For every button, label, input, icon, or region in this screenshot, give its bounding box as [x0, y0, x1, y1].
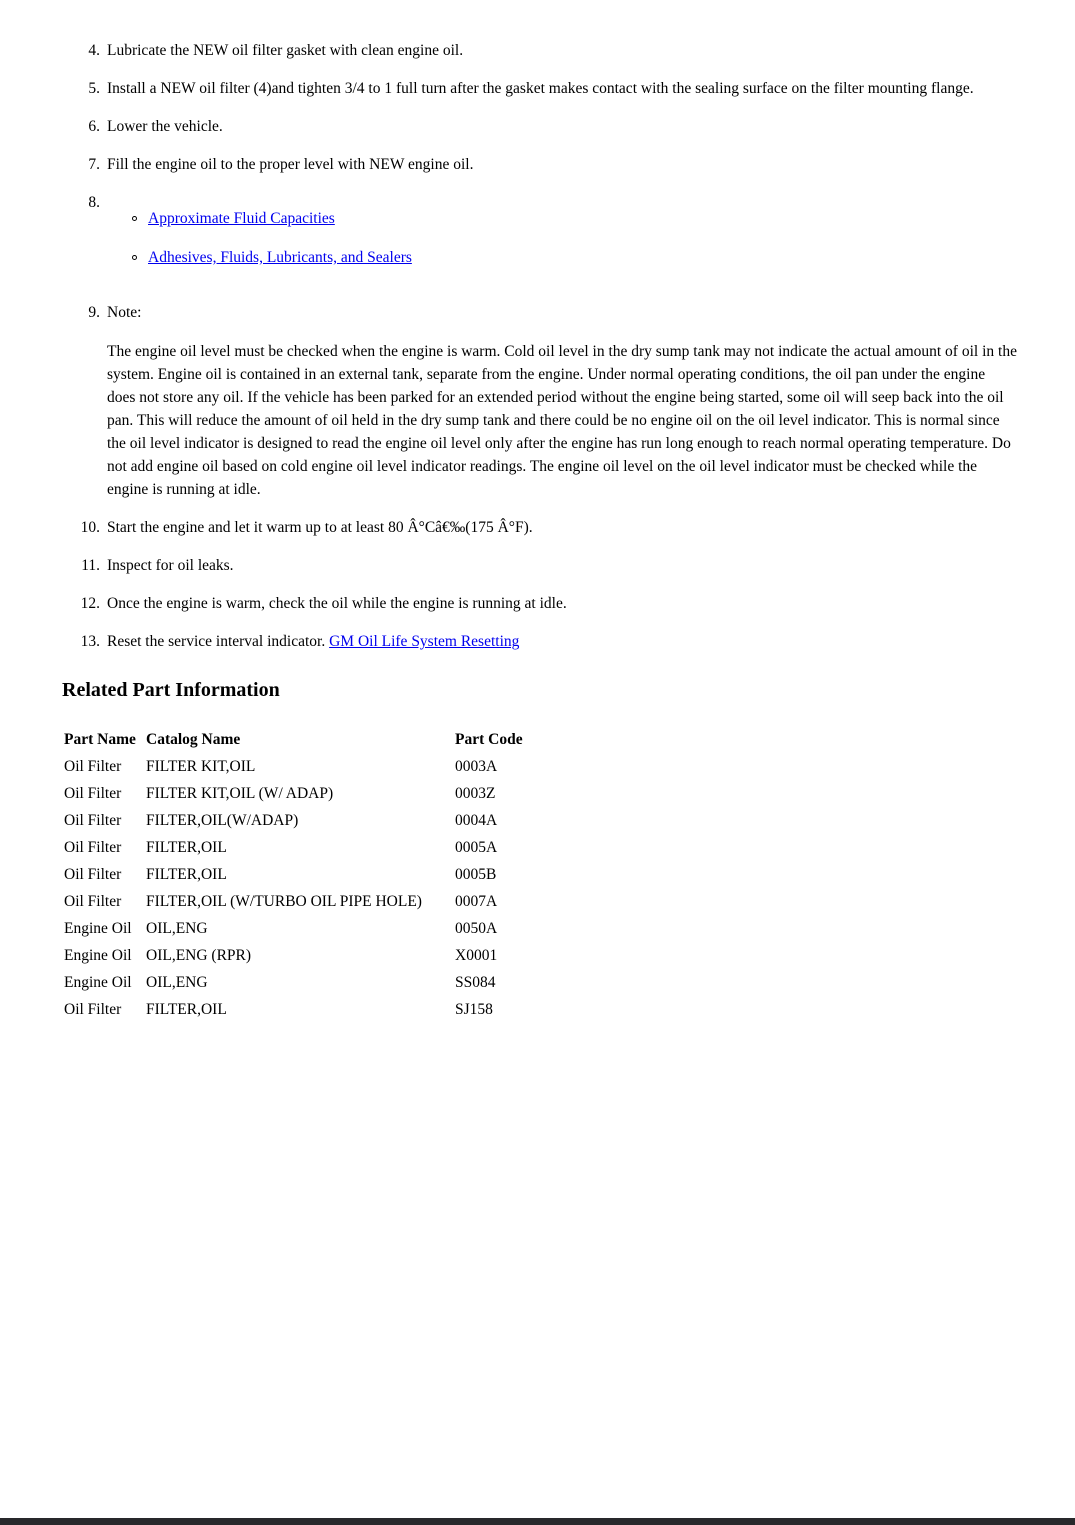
part-code-cell: 0004A — [455, 811, 498, 829]
step-text: Fill the engine oil to the proper level with NEW engine oil. — [107, 156, 474, 173]
part-code-cell: 0003A — [455, 757, 498, 775]
reference-link-list — [132, 208, 1055, 269]
part-name-cell: Oil Filter — [64, 1000, 122, 1018]
step-number: 4. — [88, 42, 100, 59]
catalog-name-cell: FILTER,OIL — [146, 838, 227, 856]
list-item — [132, 247, 1055, 269]
step-number: 12. — [80, 595, 100, 612]
part-code-cell: 0050A — [455, 919, 498, 937]
catalog-name-cell: FILTER KIT,OIL — [146, 757, 256, 775]
part-name-cell: Oil Filter — [64, 811, 122, 829]
circle-bullet-icon — [132, 255, 137, 260]
step-text: Lower the vehicle. — [107, 118, 223, 135]
step-number: 11. — [81, 557, 100, 574]
table-row — [64, 996, 615, 1023]
catalog-name-column-header: Catalog Name — [146, 730, 241, 748]
step-content — [107, 631, 1055, 653]
step-8 — [62, 192, 1055, 286]
part-name-cell: Oil Filter — [64, 784, 122, 802]
step-number: 13. — [80, 633, 100, 650]
step-5 — [62, 78, 1055, 100]
bottom-edge-bar — [0, 1518, 1075, 1525]
step-text: Lubricate the NEW oil filter gasket with clean engine oil. — [107, 42, 464, 59]
table-row — [64, 753, 615, 780]
part-code-cell: 0003Z — [455, 784, 496, 802]
table-row — [64, 780, 615, 807]
table-row — [64, 942, 615, 969]
step-12 — [62, 593, 1055, 615]
table-header-row — [64, 726, 615, 753]
list-item — [132, 208, 1055, 230]
step-number: 8. — [88, 194, 100, 211]
catalog-name-cell: FILTER,OIL(W/ADAP) — [146, 811, 299, 829]
step-content — [107, 302, 1055, 501]
catalog-name-cell: FILTER,OIL (W/TURBO OIL PIPE HOLE) — [146, 892, 422, 910]
approximate-fluid-capacities-link[interactable]: Approximate Fluid Capacities — [148, 210, 335, 227]
table-row — [64, 969, 615, 996]
part-name-cell: Engine Oil — [64, 946, 132, 964]
catalog-name-cell: FILTER KIT,OIL (W/ ADAP) — [146, 784, 334, 802]
step-7 — [62, 154, 1055, 176]
catalog-name-cell: OIL,ENG (RPR) — [146, 946, 252, 964]
part-name-cell: Oil Filter — [64, 757, 122, 775]
part-name-cell: Engine Oil — [64, 919, 132, 937]
step-number: 9. — [88, 304, 100, 321]
part-code-cell: SS084 — [455, 973, 496, 991]
procedure-step-list — [62, 40, 1055, 653]
catalog-name-cell: OIL,ENG — [146, 973, 208, 991]
table-row — [64, 888, 615, 915]
step-number: 6. — [88, 118, 100, 135]
part-code-cell: 0005B — [455, 865, 497, 883]
step-text: Start the engine and let it warm up to at least 80 Â°Câ€‰(175 Â°F). — [107, 519, 533, 536]
step-10 — [62, 517, 1055, 539]
part-code-cell: X0001 — [455, 946, 498, 964]
table-row — [64, 807, 615, 834]
related-parts-table — [64, 726, 615, 1023]
step-9 — [62, 302, 1055, 501]
step-content — [107, 192, 1055, 286]
table-row — [64, 915, 615, 942]
part-code-cell: SJ158 — [455, 1000, 493, 1018]
related-part-information-heading: Related Part Information — [62, 679, 280, 701]
step-number: 5. — [88, 80, 100, 97]
step-11 — [62, 555, 1055, 577]
step-6 — [62, 116, 1055, 138]
part-code-cell: 0007A — [455, 892, 498, 910]
step-text: Reset the service interval indicator. — [107, 633, 326, 650]
step-number: 10. — [80, 519, 100, 536]
catalog-name-cell: FILTER,OIL — [146, 865, 227, 883]
part-code-column-header: Part Code — [455, 730, 523, 748]
step-13 — [62, 631, 1055, 653]
step-text: Install a NEW oil filter (4)and tighten 3/4 to 1 full turn after the gasket makes contact with the sealing surface on the filter mounting flange. — [107, 80, 974, 97]
part-name-column-header: Part Name — [64, 730, 136, 748]
step-text: Once the engine is warm, check the oil while the engine is running at idle. — [107, 595, 567, 612]
note-label: Note: — [107, 304, 142, 321]
step-number: 7. — [88, 156, 100, 173]
catalog-name-cell: FILTER,OIL — [146, 1000, 227, 1018]
part-name-cell: Oil Filter — [64, 865, 122, 883]
part-name-cell: Oil Filter — [64, 838, 122, 856]
table-row — [64, 861, 615, 888]
note-paragraph: The engine oil level must be checked when the engine is warm. Cold oil level in the dry sump tank may not indicate the actual amount of oil in the system. Engine oil is contained in an external tank, separate from the engine. Under normal operating conditions, the oil pan under the engine does not store any oil. If the vehicle has been parked for an extended period without the engine being started, some oil will seep back into the oil pan. This will reduce the amount of oil held in the dry sump tank and there could be no engine oil on the oil level indicator. This is normal since the oil level indicator is designed to read the engine oil level only after the engine has run long enough to reach normal operating temperature. Do not add engine oil based on cold engine oil level indicator readings. The engine oil level on the oil level indicator must be checked while the engine is running at idle. — [107, 343, 1017, 498]
catalog-name-cell: OIL,ENG — [146, 919, 208, 937]
part-name-cell: Oil Filter — [64, 892, 122, 910]
adhesives-fluids-lubricants-sealers-link[interactable]: Adhesives, Fluids, Lubricants, and Sealers — [148, 249, 412, 266]
circle-bullet-icon — [132, 216, 137, 221]
step-text: Inspect for oil leaks. — [107, 557, 234, 574]
step-4 — [62, 40, 1055, 62]
part-name-cell: Engine Oil — [64, 973, 132, 991]
table-row — [64, 834, 615, 861]
gm-oil-life-system-resetting-link[interactable]: GM Oil Life System Resetting — [329, 633, 520, 650]
part-code-cell: 0005A — [455, 838, 498, 856]
